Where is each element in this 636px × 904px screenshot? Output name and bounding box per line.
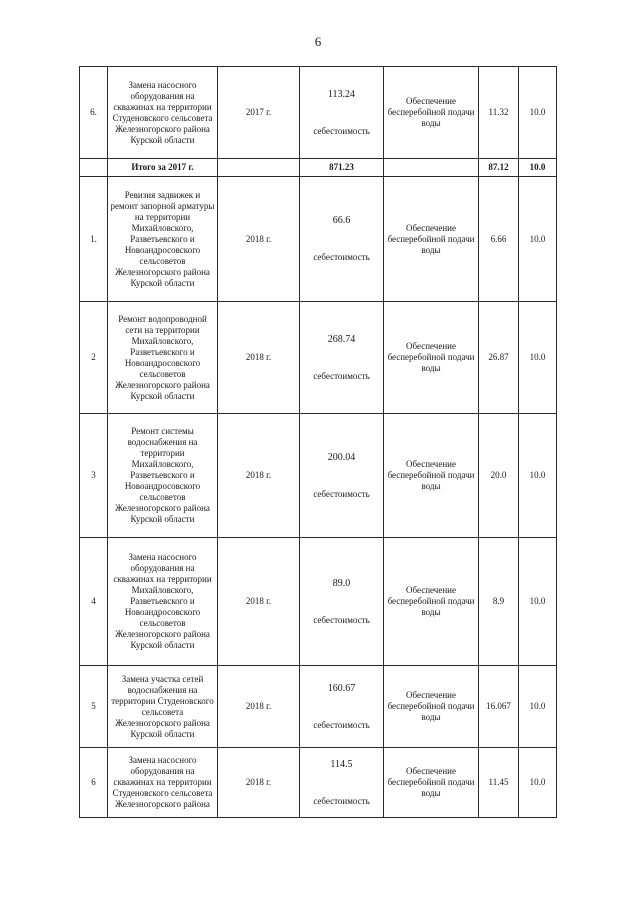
investment-plan-table [79,66,557,818]
share-value: 11.32 [479,67,519,159]
work-purpose: Обеспечение бесперебойной подачи воды [384,67,479,159]
percent-value: 10.0 [519,67,557,159]
cost-cell [300,67,384,159]
work-purpose: Обеспечение бесперебойной подачи воды [384,177,479,302]
cost-basis: себестоимость [313,795,370,806]
work-description: Ремонт системы водоснабжения на территории Михайловского, Разветьевского и Новоандросовского сельсоветов Железногорского района Курской области [108,414,218,538]
cost-basis: себестоимость [313,719,370,730]
table-row [80,538,557,666]
table-row [80,67,557,159]
cost-basis: себестоимость [313,252,370,262]
percent-value: 10.0 [519,538,557,666]
work-year: 2018 г. [218,666,300,748]
total-percent: 10.0 [519,159,557,177]
table-row [80,748,557,818]
row-number: 6. [80,67,108,159]
work-year: 2018 г. [218,302,300,414]
cost-cell [300,414,384,538]
page-number: 6 [314,34,322,49]
work-year: 2018 г. [218,177,300,302]
work-description: Ремонт водопроводной сети на территории Михайловского, Разветьевского и Новоандросовского сельсоветов Железногорского района Курской области [108,302,218,414]
cost-cell [300,666,384,748]
cost-cell [300,177,384,302]
work-description: Замена насосного оборудования на скважинах на территории Студеновского сельсовета Железногорского района Курской области [108,67,218,159]
work-purpose: Обеспечение бесперебойной подачи воды [384,414,479,538]
cost-basis: себестоимость [313,125,370,136]
row-number: 4 [80,538,108,666]
work-description: Ревизия задвижек и ремонт запорной арматуры на территории Михайловского, Разветьевского и Новоандросовского сельсоветов Железногорского района Курской области [108,177,218,302]
cost-basis: себестоимость [313,614,370,625]
cost-value: 200.04 [327,451,356,463]
work-year: 2017 г. [218,67,300,159]
table-row [80,414,557,538]
row-number: 2 [80,302,108,414]
share-value: 11.45 [479,748,519,818]
cost-cell [300,302,384,414]
percent-value: 10.0 [519,302,557,414]
work-purpose: Обеспечение бесперебойной подачи воды [384,302,479,414]
table-row [80,666,557,748]
row-number: 1. [80,177,108,302]
percent-value: 10.0 [519,414,557,538]
table-row [80,302,557,414]
total-label: Итого за 2017 г. [108,159,218,177]
table-row [80,177,557,302]
row-number: 5 [80,666,108,748]
cost-cell [300,748,384,818]
cost-value: 114.5 [330,758,353,770]
share-value: 20.0 [479,414,519,538]
share-value: 26.87 [479,302,519,414]
work-description: Замена насосного оборудования на скважинах на территории Михайловского, Разветьевского и Новоандросовского сельсоветов Железногорского района Курской области [108,538,218,666]
work-purpose: Обеспечение бесперебойной подачи воды [384,666,479,748]
work-purpose: Обеспечение бесперебойной подачи воды [384,538,479,666]
work-year: 2018 г. [218,748,300,818]
cost-value: 268.74 [327,333,356,345]
row-number: 3 [80,414,108,538]
percent-value: 10.0 [519,748,557,818]
total-share: 87.12 [479,159,519,177]
share-value: 8.9 [479,538,519,666]
share-value: 16.067 [479,666,519,748]
cost-value: 160.67 [327,682,356,694]
percent-value: 10.0 [519,666,557,748]
row-number: 6 [80,748,108,818]
total-cost: 871.23 [300,159,384,177]
work-description: Замена насосного оборудования на скважинах на территории Студеновского сельсовета Железногорского района [108,748,218,818]
cost-value: 113.24 [327,88,356,100]
share-value: 6.66 [479,177,519,302]
total-row [80,159,557,177]
work-year: 2018 г. [218,538,300,666]
cost-value: 66.6 [332,215,351,226]
cost-basis: себестоимость [313,370,370,381]
cost-value: 89.0 [332,577,351,589]
cost-basis: себестоимость [313,488,370,499]
work-year: 2018 г. [218,414,300,538]
cost-cell [300,538,384,666]
percent-value: 10.0 [519,177,557,302]
work-purpose: Обеспечение бесперебойной подачи воды [384,748,479,818]
work-description: Замена участка сетей водоснабжения на территории Студеновского сельсовета Железногорского района Курской области [108,666,218,748]
